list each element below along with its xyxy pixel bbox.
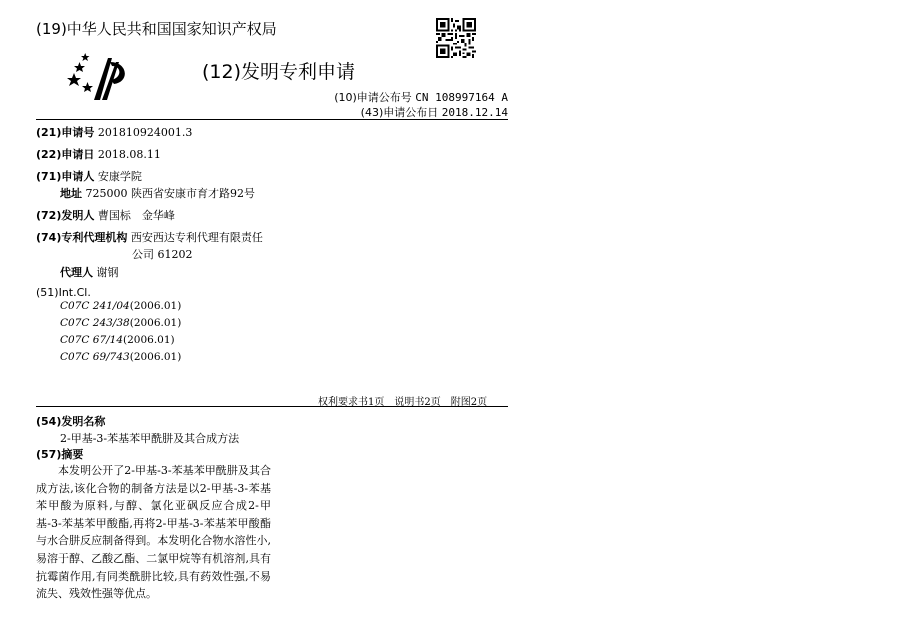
ipc-year: (2006.01) <box>129 300 182 312</box>
agent-label: 代理人 <box>60 266 93 279</box>
issuing-authority: (19)中华人民共和国国家知识产权局 <box>36 20 277 38</box>
pages-divider <box>36 406 508 407</box>
application-number <box>36 124 192 140</box>
invention-title: 2-甲基-3-苯基苯甲酰肼及其合成方法 <box>60 432 240 445</box>
application-date-label: (22)申请日 <box>36 148 95 161</box>
ipc-classification <box>60 351 181 363</box>
applicant-label: (71)申请人 <box>36 170 95 183</box>
patent-agency-line2: 公司 61202 <box>132 248 193 261</box>
ipc-classification <box>60 317 181 329</box>
patent-agency <box>36 229 263 245</box>
publication-date-value: 2018.12.14 <box>441 106 508 119</box>
abstract-text: 本发明公开了2-甲基-3-苯基苯甲酰肼及其合成方法,该化合物的制备方法是以2-甲基-3-苯基苯甲酸为原料,与醇、氯化亚砜反应合成2-甲基-3-苯基苯甲酸酯,再将2-甲基-3-苯基苯甲酸酯与水合肼反应制备得到。本发明化合物水溶性小,易溶于醇、乙酸乙酯、二氯甲烷等有机溶剂,具有抗霉菌作用,有同类酰肼比较,具有药效性强,不易流失、残效性强等优点。 <box>36 464 271 601</box>
ipc-classification <box>60 300 181 312</box>
publication-number-value: CN 108997164 A <box>415 91 508 104</box>
application-number-value: 201810924001.3 <box>97 126 193 139</box>
address-label: 地址 <box>60 187 82 200</box>
address <box>60 185 255 201</box>
ipc-code: C07C 67/14 <box>60 334 124 346</box>
page-count-summary: 权利要求书1页 说明书2页 附图2页 <box>318 397 488 408</box>
document-type: (12)发明专利申请 <box>202 61 356 83</box>
agent-value: 谢钢 <box>96 266 119 279</box>
abstract-label: (57)摘要 <box>36 448 84 461</box>
patent-agency-label: (74)专利代理机构 <box>36 231 128 244</box>
applicant <box>36 168 142 184</box>
cnipa-logo-icon <box>64 52 136 104</box>
publication-date-label: (43)申请公布日 <box>360 106 439 119</box>
ipc-label: (51)Int.Cl. <box>36 286 91 299</box>
inventors-value: 曹国标 金华峰 <box>97 209 175 222</box>
ipc-classification <box>60 334 175 346</box>
publication-date <box>361 104 508 120</box>
ipc-code: C07C 69/743 <box>60 351 130 363</box>
ipc-year: (2006.01) <box>129 317 182 329</box>
inventors <box>36 207 175 223</box>
applicant-value: 安康学院 <box>97 170 142 183</box>
ipc-code: C07C 243/38 <box>60 317 130 329</box>
application-number-label: (21)申请号 <box>36 126 95 139</box>
ipc-code: C07C 241/04 <box>60 300 130 312</box>
application-date <box>36 146 161 162</box>
agent <box>60 264 119 280</box>
ipc-year: (2006.01) <box>123 334 175 346</box>
ipc-year: (2006.01) <box>129 351 182 363</box>
inventors-label: (72)发明人 <box>36 209 95 222</box>
application-date-value: 2018.08.11 <box>97 148 161 161</box>
publication-number-label: (10)申请公布号 <box>334 91 412 104</box>
qr-code-icon <box>436 18 476 58</box>
publication-number <box>334 89 508 105</box>
patent-agency-value: 西安西达专利代理有限责任 <box>130 231 263 244</box>
header-divider <box>36 119 508 120</box>
invention-title-label: (54)发明名称 <box>36 415 106 428</box>
address-value: 725000 陕西省安康市育才路92号 <box>85 187 255 200</box>
